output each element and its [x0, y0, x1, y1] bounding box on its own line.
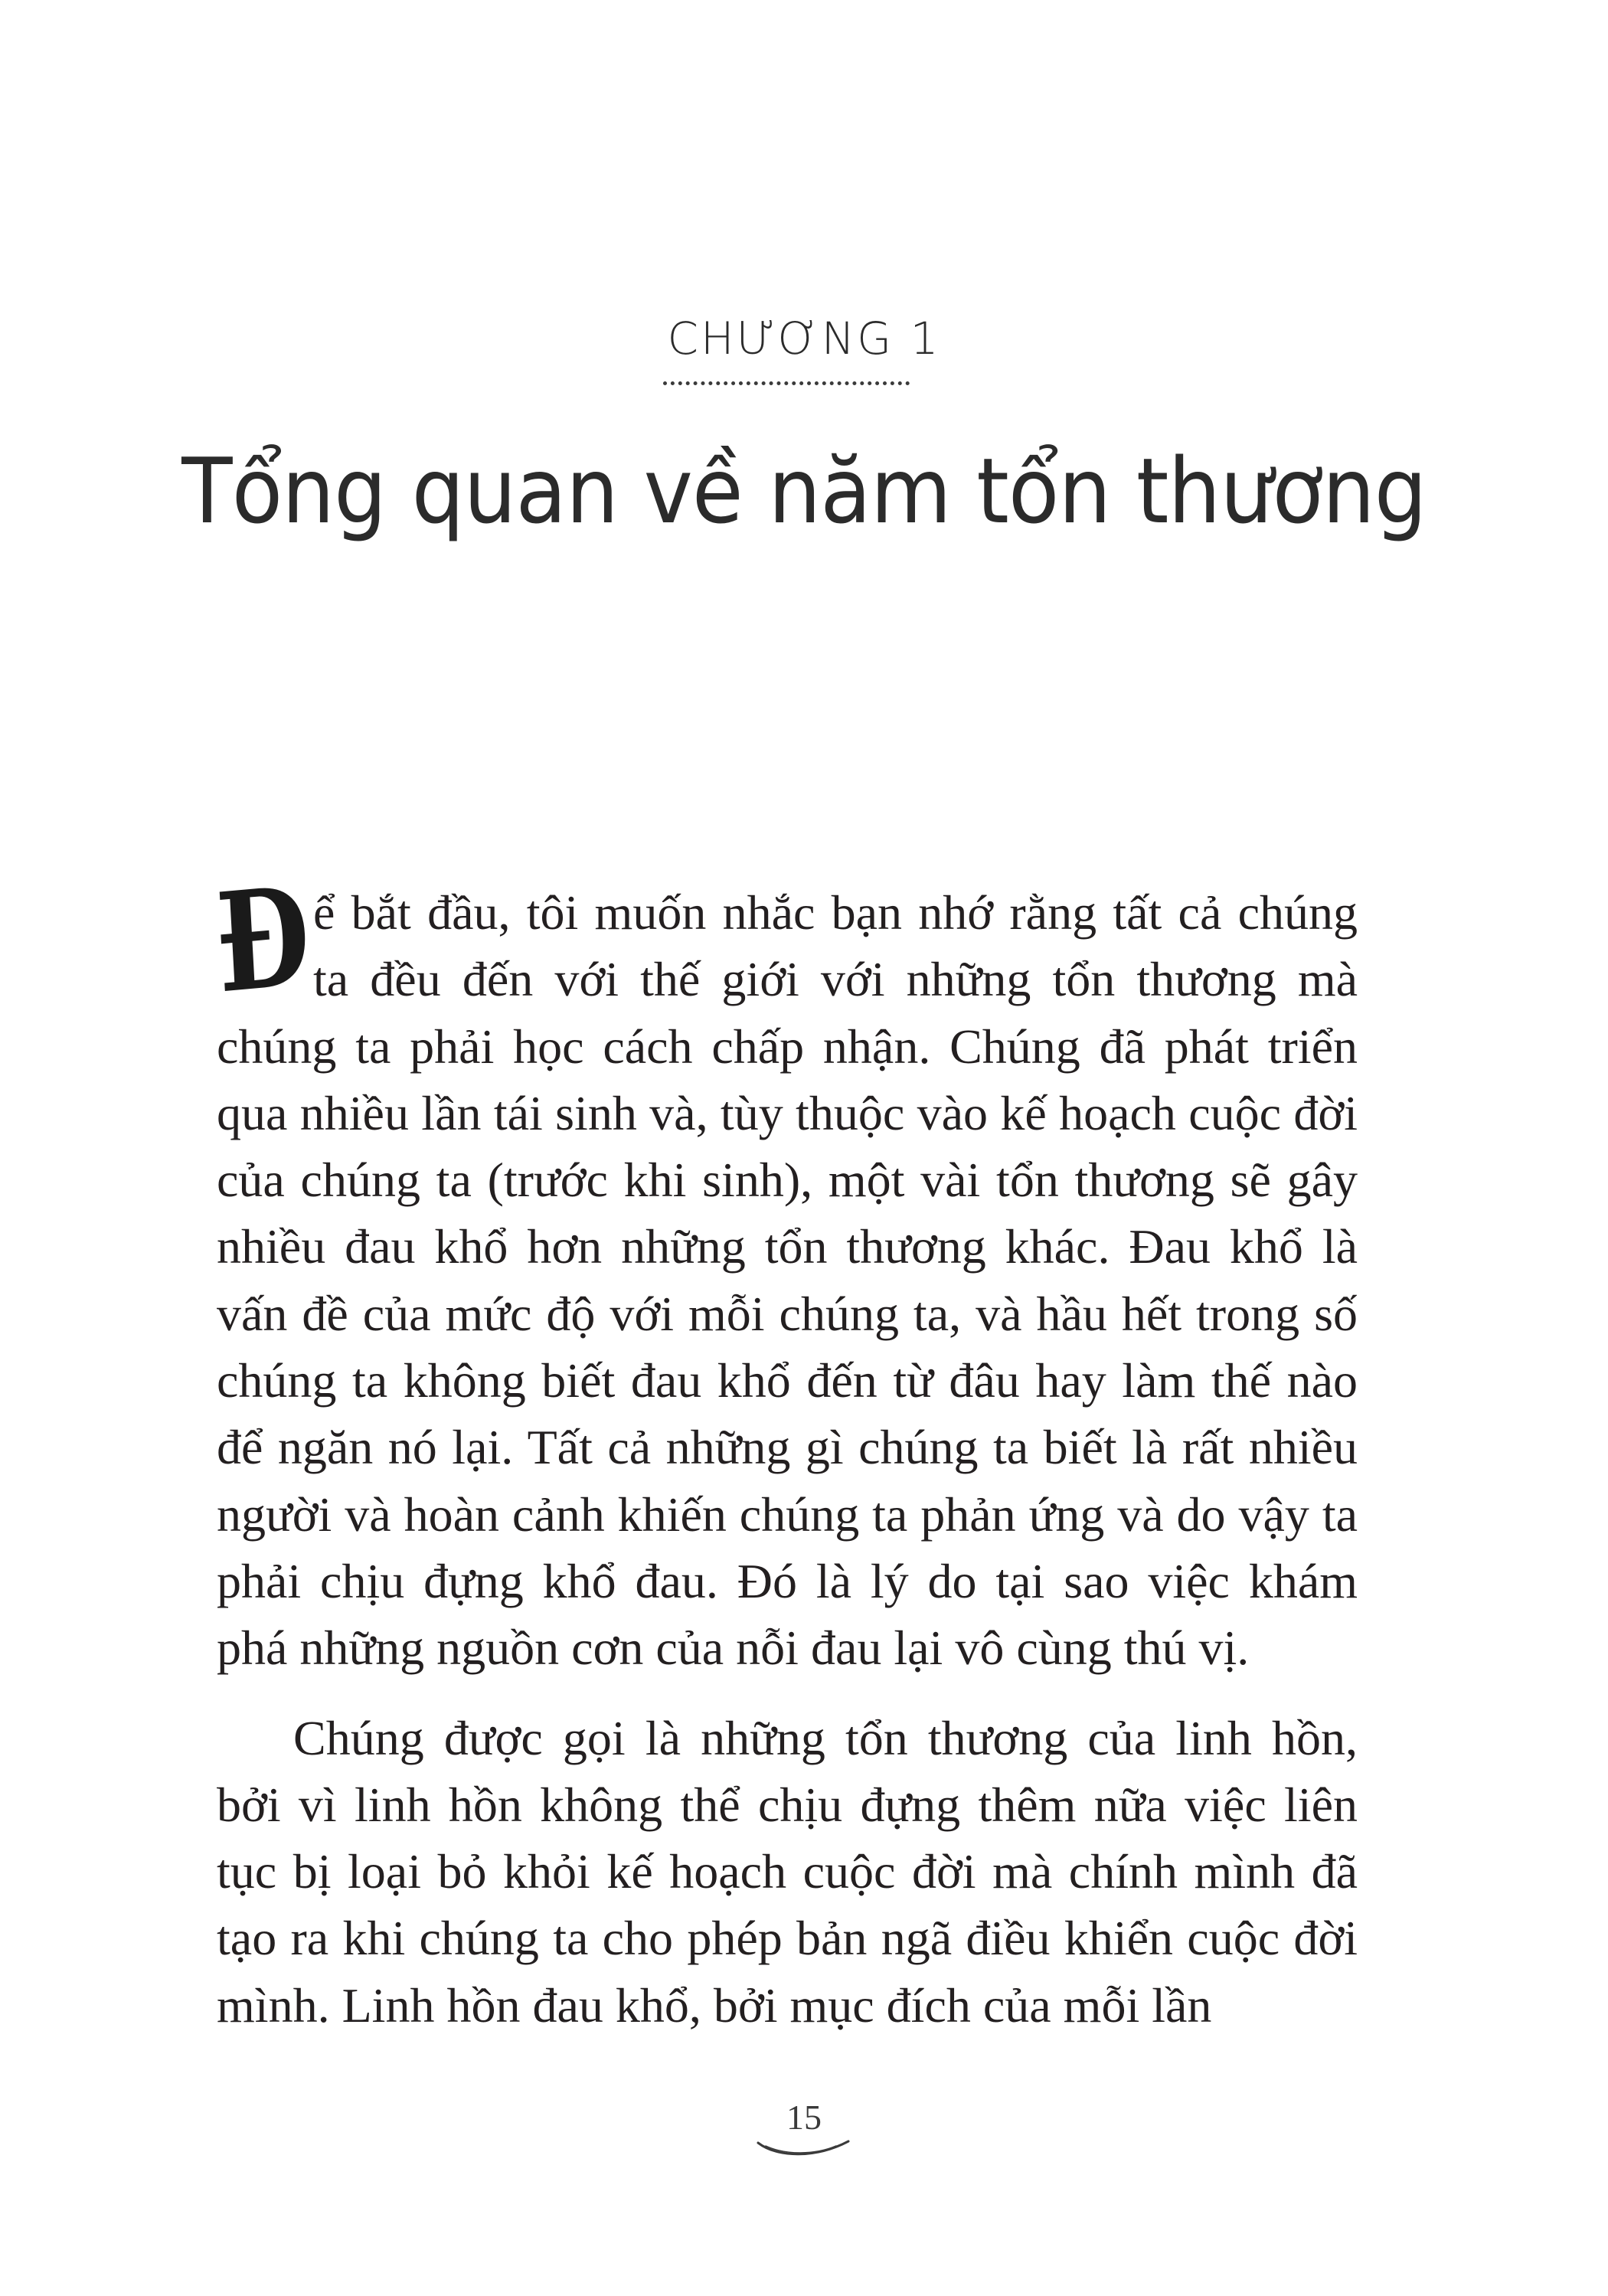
page-number: 15 [786, 2098, 822, 2137]
chapter-title: Tổng quan về năm tổn thương [181, 438, 1427, 544]
page-number-swash-icon [755, 2138, 851, 2157]
chapter-label: CHƯƠNG 1 [667, 312, 941, 365]
body-text [212, 855, 1358, 2039]
chapter-dotted-rule [663, 381, 910, 385]
paragraph-1-text: ể bắt đầu, tôi muốn nhắc bạn nhớ rằng tất cả chúng ta đều đến với thế giới với những tổn thương mà chúng ta phải học cách chấp nhận. Chúng đã phát triển qua nhiều lần tái sinh và, tùy thuộc vào kế hoạch cuộc đời của chúng ta (trước khi sinh), một vài tổn thương sẽ gây nhiều đau khổ hơn những tổn thương khác. Đau khổ là vấn đề của mức độ với mỗi chúng ta, và hầu hết trong số chúng ta không biết đau khổ đến từ đâu hay làm thế nào để ngăn nó lại. Tất cả những gì chúng ta biết là rất nhiều người và hoàn cảnh khiến chúng ta phản ứng và do vậy ta phải chịu đựng khổ đau. Đó là lý do tại sao việc khám phá những nguồn cơn của nỗi đau lại vô cùng thú vị. [217, 885, 1358, 1676]
paragraph-2: Chúng được gọi là những tổn thương của linh hồn, bởi vì linh hồn không thể chịu đựng thêm nữa việc liên tục bị loại bỏ khỏi kế hoạch cuộc đời mà chính mình đã tạo ra khi chúng ta cho phép bản ngã điều khiển cuộc đời mình. Linh hồn đau khổ, bởi mục đích của mỗi lần [217, 1710, 1358, 2033]
paragraph-1 [212, 855, 1358, 1682]
drop-cap: Đ [212, 855, 314, 1024]
